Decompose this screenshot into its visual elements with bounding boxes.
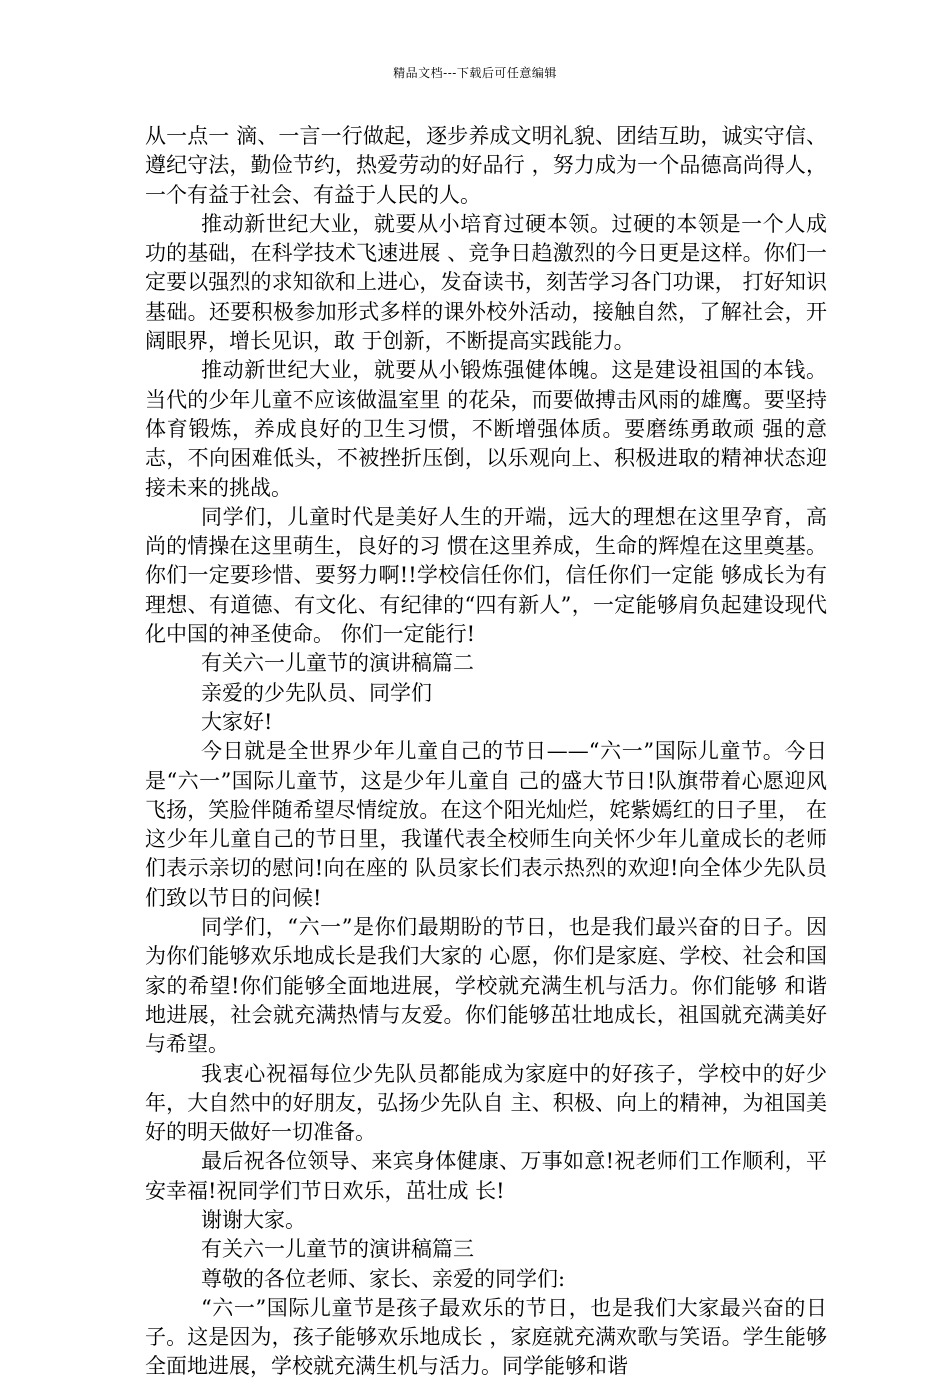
paragraph-7: 我衷心祝福每位少先队员都能成为家庭中的好孩子，学校中的好少年，大自然中的好朋友，弘扬少先队自 主、积极、向上的精神，为祖国美好的明天做好一切准备。 [145, 1061, 827, 1145]
salutation-3: 尊敬的各位老师、家长、亲爱的同学们: [201, 1266, 566, 1291]
paragraph-6: 同学们，“六一”是你们最期盼的节日，也是我们最兴奋的日子。因为你们能够欢乐地成长是我们大家的 心愿，你们是家庭、学校、社会和国家的希望!你们能够全面地进展，学校就充满生机与活力。你们能够 和谐地进展，社会就充满热情与友爱。你们能够茁壮地成长，祖国就充满美好与希望。 [145, 915, 827, 1057]
salutation-2: 亲爱的少先队员、同学们 [201, 680, 432, 705]
paragraph-9: “六一”国际儿童节是孩子最欢乐的节日，也是我们大家最兴奋的日子。这是因为，孩子能够欢乐地成长 ，家庭就充满欢歌与笑语。学生能够全面地进展，学校就充满生机与活力。同学能够和谐 [145, 1295, 827, 1379]
page-header: 精品文档---下载后可任意编辑 [393, 66, 557, 80]
paragraph-5: 今日就是全世界少年儿童自己的节日——“六一”国际儿童节。今日是“六一”国际儿童节，这是少年儿童自 己的盛大节日!队旗带着心愿迎风飞扬，笑脸伴随希望尽情绽放。在这个阳光灿烂，姹紫嫣红的日子里， 在这少年儿童自己的节日里，我谨代表全校师生向关怀少年儿童成长的老师们表示亲切的慰问!向在座的 队员家长们表示热烈的欢迎!向全体少先队员们致以节日的问候! [145, 739, 827, 910]
thanks-line: 谢谢大家。 [201, 1207, 306, 1232]
paragraph-4: 同学们，儿童时代是美好人生的开端，远大的理想在这里孕育，高尚的情操在这里萌生，良好的习 惯在这里养成，生命的辉煌在这里奠基。你们一定要珍惜、要努力啊!!学校信任你们，信任你们一定能 够成长为有理想、有道德、有文化、有纪律的“四有新人”，一定能够肩负起建设现代化中国的神圣使命。 你们一定能行! [145, 504, 827, 647]
paragraph-2: 推动新世纪大业，就要从小培育过硬本领。过硬的本领是一个人成功的基础，在科学技术飞速进展 、竞争日趋激烈的今日更是这样。你们一定要以强烈的求知欲和上进心，发奋读书，刻苦学习各门功课， 打好知识基础。还要积极参加形式多样的课外校外活动，接触自然，了解社会，开阔眼界，增长见识，敢 于创新，不断提高实践能力。 [145, 211, 827, 354]
paragraph-3: 推动新世纪大业，就要从小锻炼强健体魄。这是建设祖国的本钱。当代的少年儿童不应该做温室里 的花朵，而要做搏击风雨的雄鹰。要坚持体育锻炼，养成良好的卫生习惯，不断增强体质。要磨练勇敢顽 强的意志，不向困难低头，不被挫折压倒，以乐观向上、积极进取的精神状态迎接未来的挑战。 [145, 358, 827, 500]
section-title-2: 有关六一儿童节的演讲稿篇二 [201, 651, 474, 676]
paragraph-8: 最后祝各位领导、来宾身体健康、万事如意!祝老师们工作顺利，平安幸福!祝同学们节日欢乐，茁壮成 长! [145, 1149, 827, 1203]
paragraph-1: 从一点一 滴、一言一行做起，逐步养成文明礼貌、团结互助，诚实守信、遵纪守法，勤俭节约，热爱劳动的好品行 ，努力成为一个品德高尚得人，一个有益于社会、有益于人民的人。 [145, 124, 827, 207]
greeting-2: 大家好! [201, 709, 273, 734]
section-title-3: 有关六一儿童节的演讲稿篇三 [201, 1237, 474, 1262]
document-body [145, 122, 827, 1382]
